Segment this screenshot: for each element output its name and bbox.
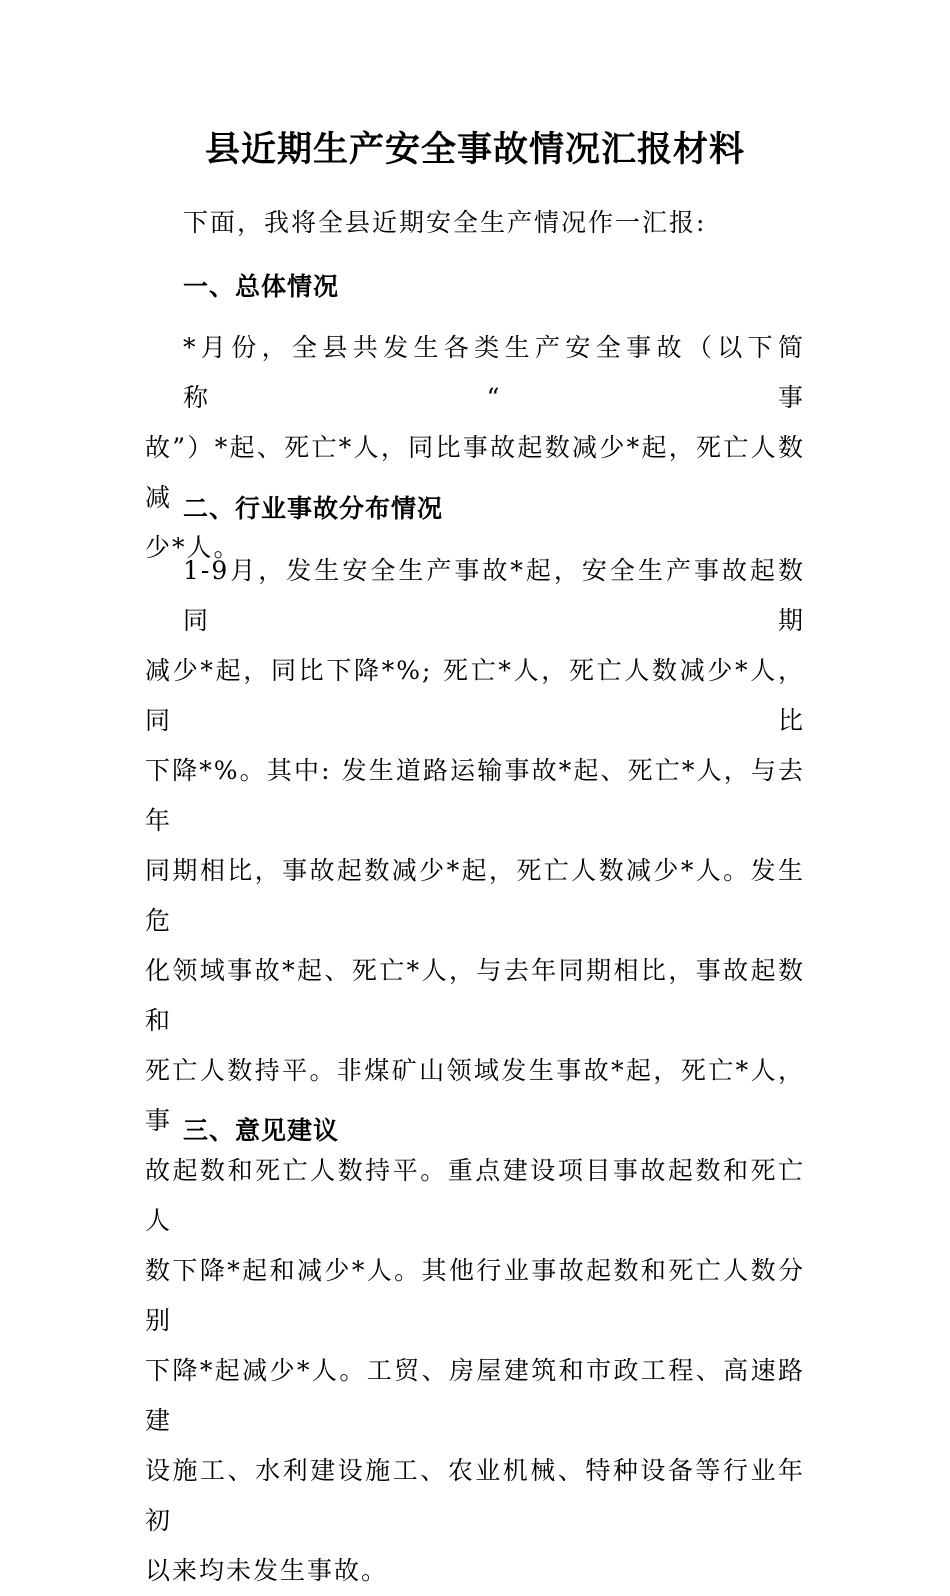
paragraph-line: 死亡人数持平。非煤矿山领域发生事故*起，死亡*人，事 [145, 1056, 805, 1135]
paragraph-line: 下降*起减少*人。工贸、房屋建筑和市政工程、高速路建 [145, 1356, 805, 1435]
intro-paragraph [145, 198, 805, 248]
section-heading-suggestions: 三、意见建议 [183, 1116, 340, 1145]
overview-paragraph [145, 323, 805, 573]
paragraph-line: 数下降*起和减少*人。其他行业事故起数和死亡人数分别 [145, 1256, 805, 1335]
section-heading-industry: 二、行业事故分布情况 [183, 494, 444, 523]
paragraph-line: 以来均未发生事故。 [145, 1556, 389, 1585]
paragraph-line: 少*人。 [145, 533, 241, 562]
paragraph-line: 同期相比，事故起数减少*起，死亡人数减少*人。发生危 [145, 856, 805, 935]
paragraph-line: 故”）*起、死亡*人，同比事故起数减少*起，死亡人数减 [145, 433, 805, 512]
paragraph-line: 故起数和死亡人数持平。重点建设项目事故起数和死亡人 [145, 1156, 805, 1235]
paragraph-line: 1-9月，发生安全生产事故*起，安全生产事故起数同期 [183, 556, 805, 635]
industry-paragraph [145, 546, 805, 1596]
intro-line: 下面，我将全县近期安全生产情况作一汇报: [183, 208, 707, 237]
paragraph-line: 设施工、水利建设施工、农业机械、特种设备等行业年初 [145, 1456, 805, 1535]
paragraph-line: *月份，全县共发生各类生产安全事故（以下简称“事 [183, 333, 805, 412]
section-heading-overview: 一、总体情况 [183, 272, 340, 301]
paragraph-line: 化领域事故*起、死亡*人，与去年同期相比，事故起数和 [145, 956, 805, 1035]
document-title: 县近期生产安全事故情况汇报材料 [204, 129, 745, 170]
paragraph-line: 减少*起，同比下降*%; 死亡*人，死亡人数减少*人，同比 [145, 656, 805, 735]
paragraph-line: 下降*%。其中: 发生道路运输事故*起、死亡*人，与去年 [145, 756, 805, 835]
